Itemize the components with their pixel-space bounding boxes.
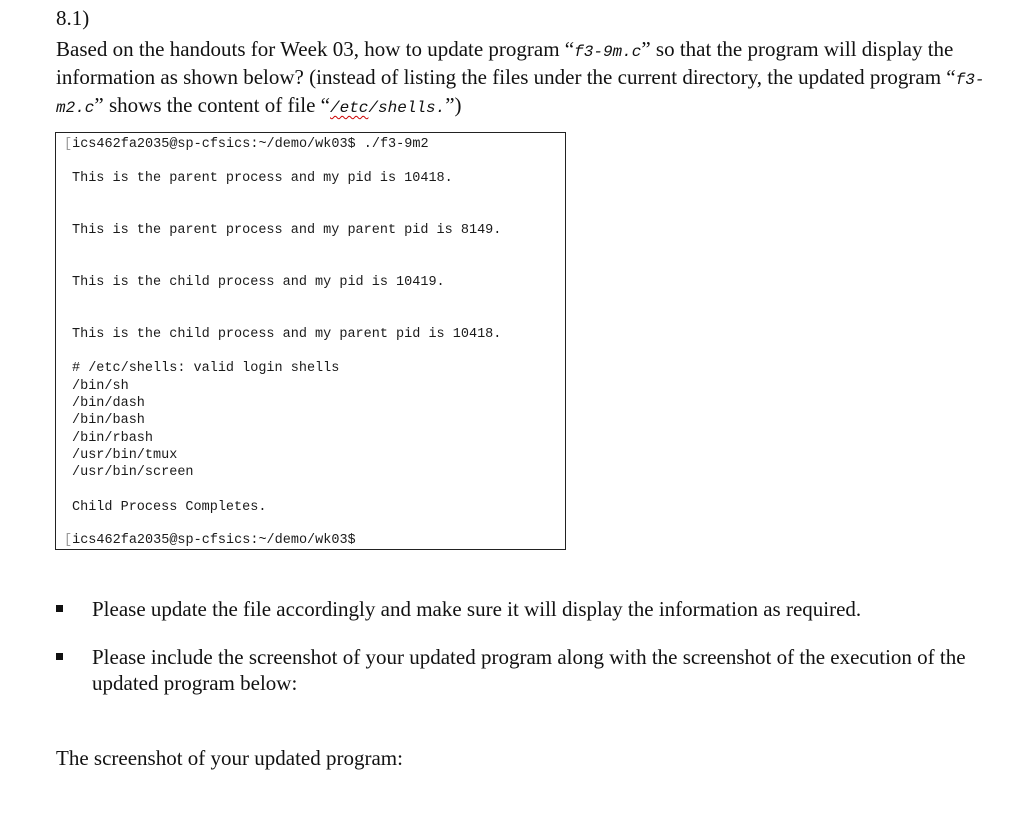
- question-text: [56, 37, 986, 121]
- question-end: ”): [445, 93, 462, 117]
- path-suffix: /shells.: [368, 99, 446, 117]
- instruction-list: [56, 596, 986, 718]
- terminal-prompt-line: [64, 137, 429, 152]
- terminal-line: /bin/dash: [72, 396, 145, 411]
- cursor-bracket-icon: [: [64, 137, 73, 152]
- terminal-line: /bin/sh: [72, 379, 129, 394]
- terminal-line: ics462fa2035@sp-cfsics:~/demo/wk03$: [72, 533, 356, 548]
- list-item: [56, 596, 986, 622]
- question-mid-1: ” so that the program will display the information as shown below? (instead of listing the files under the current directory, the updated program “: [56, 37, 956, 89]
- terminal-line: This is the parent process and my pid is 10418.: [72, 171, 453, 186]
- path-prefix: /etc: [330, 99, 369, 117]
- square-bullet-icon: [56, 605, 63, 612]
- screenshot-caption: The screenshot of your updated program:: [56, 746, 403, 770]
- list-item-text: Please include the screenshot of your updated program along with the screenshot of the execution of the updated program below:: [92, 645, 966, 695]
- terminal-prompt-line: [64, 533, 356, 548]
- square-bullet-icon: [56, 653, 63, 660]
- terminal-line: /usr/bin/screen: [72, 465, 194, 480]
- terminal-line: This is the parent process and my parent pid is 8149.: [72, 223, 502, 238]
- filename-original: f3-9m.c: [574, 43, 642, 61]
- filename-updated: f3-m2.c: [56, 71, 985, 117]
- terminal-line: This is the child process and my pid is 10419.: [72, 275, 445, 290]
- terminal-line: /bin/rbash: [72, 431, 154, 446]
- list-item: [56, 644, 986, 696]
- terminal-line: ics462fa2035@sp-cfsics:~/demo/wk03$ ./f3-9m2: [72, 137, 429, 152]
- cursor-bracket-icon: [: [64, 533, 73, 548]
- terminal-line: /usr/bin/tmux: [72, 448, 178, 463]
- terminal-screenshot: [55, 132, 566, 550]
- list-item-text: Please update the file accordingly and make sure it will display the information as required.: [92, 597, 862, 621]
- question-intro: Based on the handouts for Week 03, how to update program “: [56, 37, 575, 61]
- question-mid-2: ” shows the content of file “: [94, 93, 330, 117]
- question-number: 8.1): [56, 6, 90, 30]
- terminal-line: Child Process Completes.: [72, 500, 267, 515]
- terminal-line: # /etc/shells: valid login shells: [72, 361, 340, 376]
- terminal-line: /bin/bash: [72, 413, 145, 428]
- terminal-line: This is the child process and my parent pid is 10418.: [72, 327, 502, 342]
